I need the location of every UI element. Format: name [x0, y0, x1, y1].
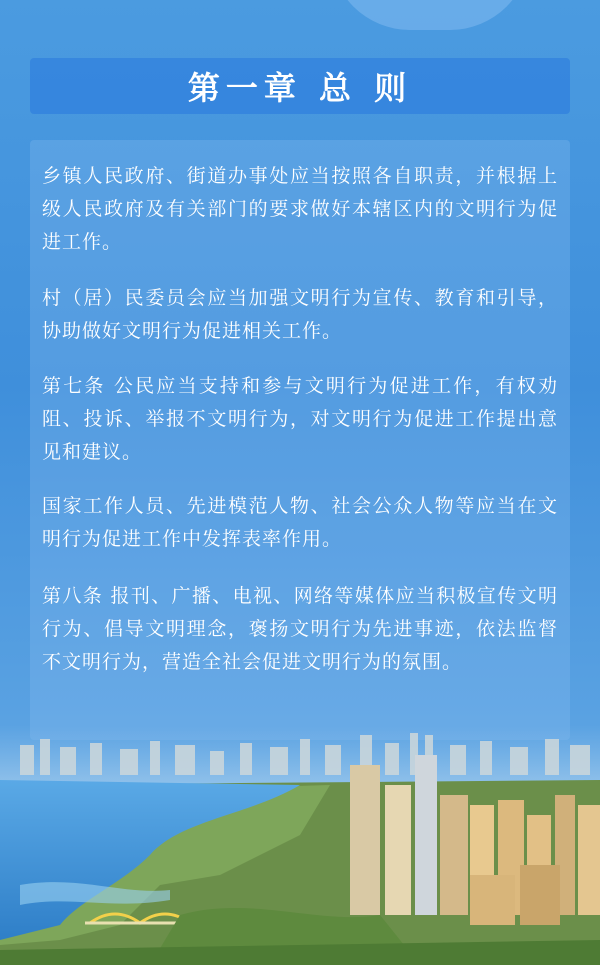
chapter-title: 第一章 总 则 — [187, 69, 413, 107]
paragraph-2: 村（居）民委员会应当加强文明行为宣传、教育和引导，协助做好文明行为促进相关工作。 — [42, 287, 558, 342]
background-decoration — [330, 0, 530, 30]
paragraph-3: 第七条 公民应当支持和参与文明行为促进工作，有权劝阻、投诉、举报不文明行为，对文明行为促进工作提出意见和建议。 — [42, 375, 558, 463]
paragraph-4: 国家工作人员、先进模范人物、社会公众人物等应当在文明行为促进工作中发挥表率作用。 — [42, 495, 558, 550]
cityscape-image — [0, 725, 600, 965]
content-panel — [30, 140, 570, 740]
chapter-title-bar — [30, 58, 570, 114]
paragraph-5: 第八条 报刊、广播、电视、网络等媒体应当积极宣传文明行为、倡导文明理念，褒扬文明行为先进事迹，依法监督不文明行为，营造全社会促进文明行为的氛围。 — [42, 585, 558, 673]
paragraph-1: 乡镇人民政府、街道办事处应当按照各自职责，并根据上级人民政府及有关部门的要求做好本辖区内的文明行为促进工作。 — [42, 165, 558, 253]
